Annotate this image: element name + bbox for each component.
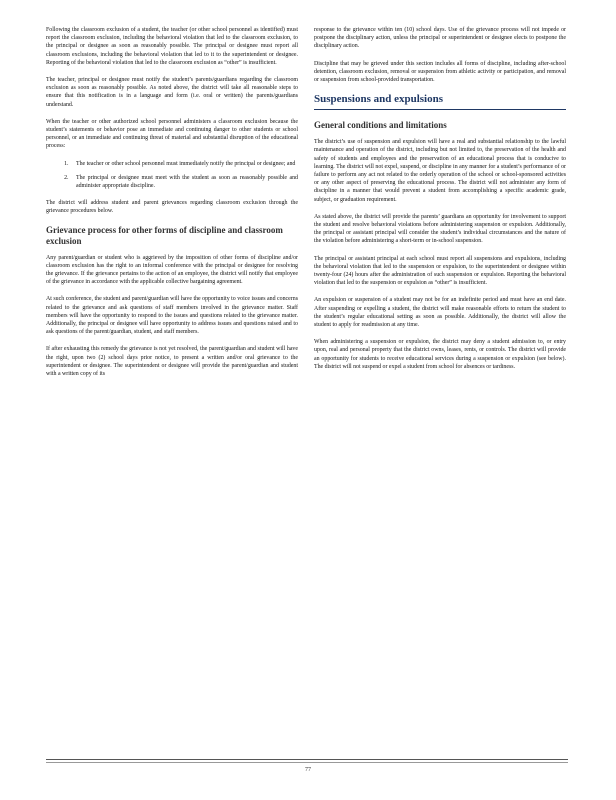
paragraph: Discipline that may be grieved under this section includes all forms of discipline, including after-school detention, classroom exclusion, removal or suspension from athletic activity or participation, and removal or suspension from school-provided transportation. bbox=[314, 60, 566, 84]
right-column bbox=[314, 26, 566, 380]
paragraph: Following the classroom exclusion of a student, the teacher (or other school personnel as identified) must report the classroom exclusion, including the behavioral violation that led to the classroom exclusion, to the principal or designee as soon as reasonably possible. The principal or designee must report all classroom exclusions, including the behavioral violation that led to it to the superintendent or designee. Reporting of the behavioral violation that led to the classroom exclusion as “other” is insufficient. bbox=[46, 27, 298, 66]
paragraph: The district’s use of suspension and expulsion will have a real and substantial relationship to the lawful maintenance and operation of the district, including but not limited to, the preservation of the health and safety of students and employees and the preservation of an educational process that is conducive to learning. The district will not expel, suspend, or discipline in any manner for a student’s performance of or failure to perform any act not related to the orderly operation of the school or school-sponsored activities or any other aspect of preserving the educational process. The district will not administer any form of discipline in a manner that would prevent a student from accomplishing a specific academic grade, subject, or graduation requirement. bbox=[314, 139, 566, 203]
list-item: 1. The teacher or other school personnel must immediately notify the principal or designee; and bbox=[70, 160, 298, 168]
heading-grievance-process: Grievance process for other forms of discipline and classroom exclusion bbox=[46, 224, 283, 246]
paragraph: The district will address student and parent grievances regarding classroom exclusion through the grievance procedures below. bbox=[46, 200, 298, 215]
paragraph: An expulsion or suspension of a student may not be for an indefinite period and must have an end date. After suspending or expelling a student, the district will make reasonable efforts to return the student to the student’s regular educational setting as soon as possible. Additionally, the district will allow the student to apply for readmission at any time. bbox=[314, 297, 566, 329]
paragraph: At such conference, the student and parent/guardian will have the opportunity to voice issues and concerns related to the grievance and ask questions of staff members involved in the grievance matter. Staff members will have the opportunity to respond to the issues and questions related to the grievance matter. Additionally, the principal or designee will have opportunity to address issues and questions raised and to ask questions of the parent/guardian, student, and staff members. bbox=[46, 296, 298, 336]
paragraph: When the teacher or other authorized school personnel administers a classroom exclusion because the student’s statements or behavior pose an immediate and continuing danger to other students or school personnel, or an immediate and continuing threat of material and substantial disruption of the educational process: bbox=[46, 118, 298, 150]
left-column bbox=[46, 26, 298, 387]
heading-general-conditions: General conditions and limitations bbox=[314, 120, 447, 131]
paragraph: The teacher, principal or designee must notify the student’s parents/guardians regarding the classroom exclusion as soon as reasonably possible. As noted above, the district will take all reasonable steps to ensure that this notification is in a language and form (i.e. oral or written) the parents/guardians understand. bbox=[46, 77, 298, 108]
section-heading-suspensions: Suspensions and expulsions bbox=[314, 93, 566, 110]
paragraph: When administering a suspension or expulsion, the district may deny a student admission to, or entry upon, real and personal property that the district owns, leases, rents, or controls. The district will provide an opportunity for students to receive educational services during a suspension or expulsion (see below). The district will not suspend or expel a student from school for absences or tardiness. bbox=[314, 339, 566, 370]
paragraph: The principal or assistant principal at each school must report all suspensions and expulsions, including the behavioral violation that led to the suspension or expulsion, to the superintendent or designee within twenty-four (24) hours after the administration of such suspension or expulsion. Reporting the behavioral violation that led to the suspension or expulsion as “other” is insufficient. bbox=[314, 255, 566, 287]
list-item: 2. The principal or designee must meet with the student as soon as reasonably possible and administer appropriate discipline. bbox=[70, 174, 298, 190]
paragraph: If after exhausting this remedy the grievance is not yet resolved, the parent/guardian and student will have the right, upon two (2) school days prior notice, to present a written and/or oral grievance to the superintendent or designee. The superintendent or designee will provide the parent/guardian and student with a written copy of its bbox=[46, 346, 298, 378]
paragraph: As stated above, the district will provide the parents’ guardians an opportunity for involvement to support the student and resolve behavioral violations before administering suspension or expulsion. Additionally, the principal or assistant principal will consider the student’s individual circumstances and the nature of the violation before administering a short-term or in-school suspension. bbox=[314, 213, 566, 245]
paragraph: response to the grievance within ten (10) school days. Use of the grievance process will not impede or postpone the disciplinary action, unless the principal or superintendent or designee elects to postpone the disciplinary action. bbox=[314, 27, 566, 50]
numbered-list bbox=[46, 160, 298, 191]
footer-rule bbox=[46, 759, 568, 760]
footer-rule-thin bbox=[46, 762, 568, 763]
page-number: 77 bbox=[305, 767, 311, 773]
paragraph: Any parent/guardian or student who is aggrieved by the imposition of other forms of discipline and/or classroom exclusion has the right to an informal conference with the principal or designee for resolving the grievance. If the grievance pertains to the action of an employee, the district will notify that employee of the grievance in accordance with the applicable collective bargaining agreement. bbox=[46, 254, 298, 286]
